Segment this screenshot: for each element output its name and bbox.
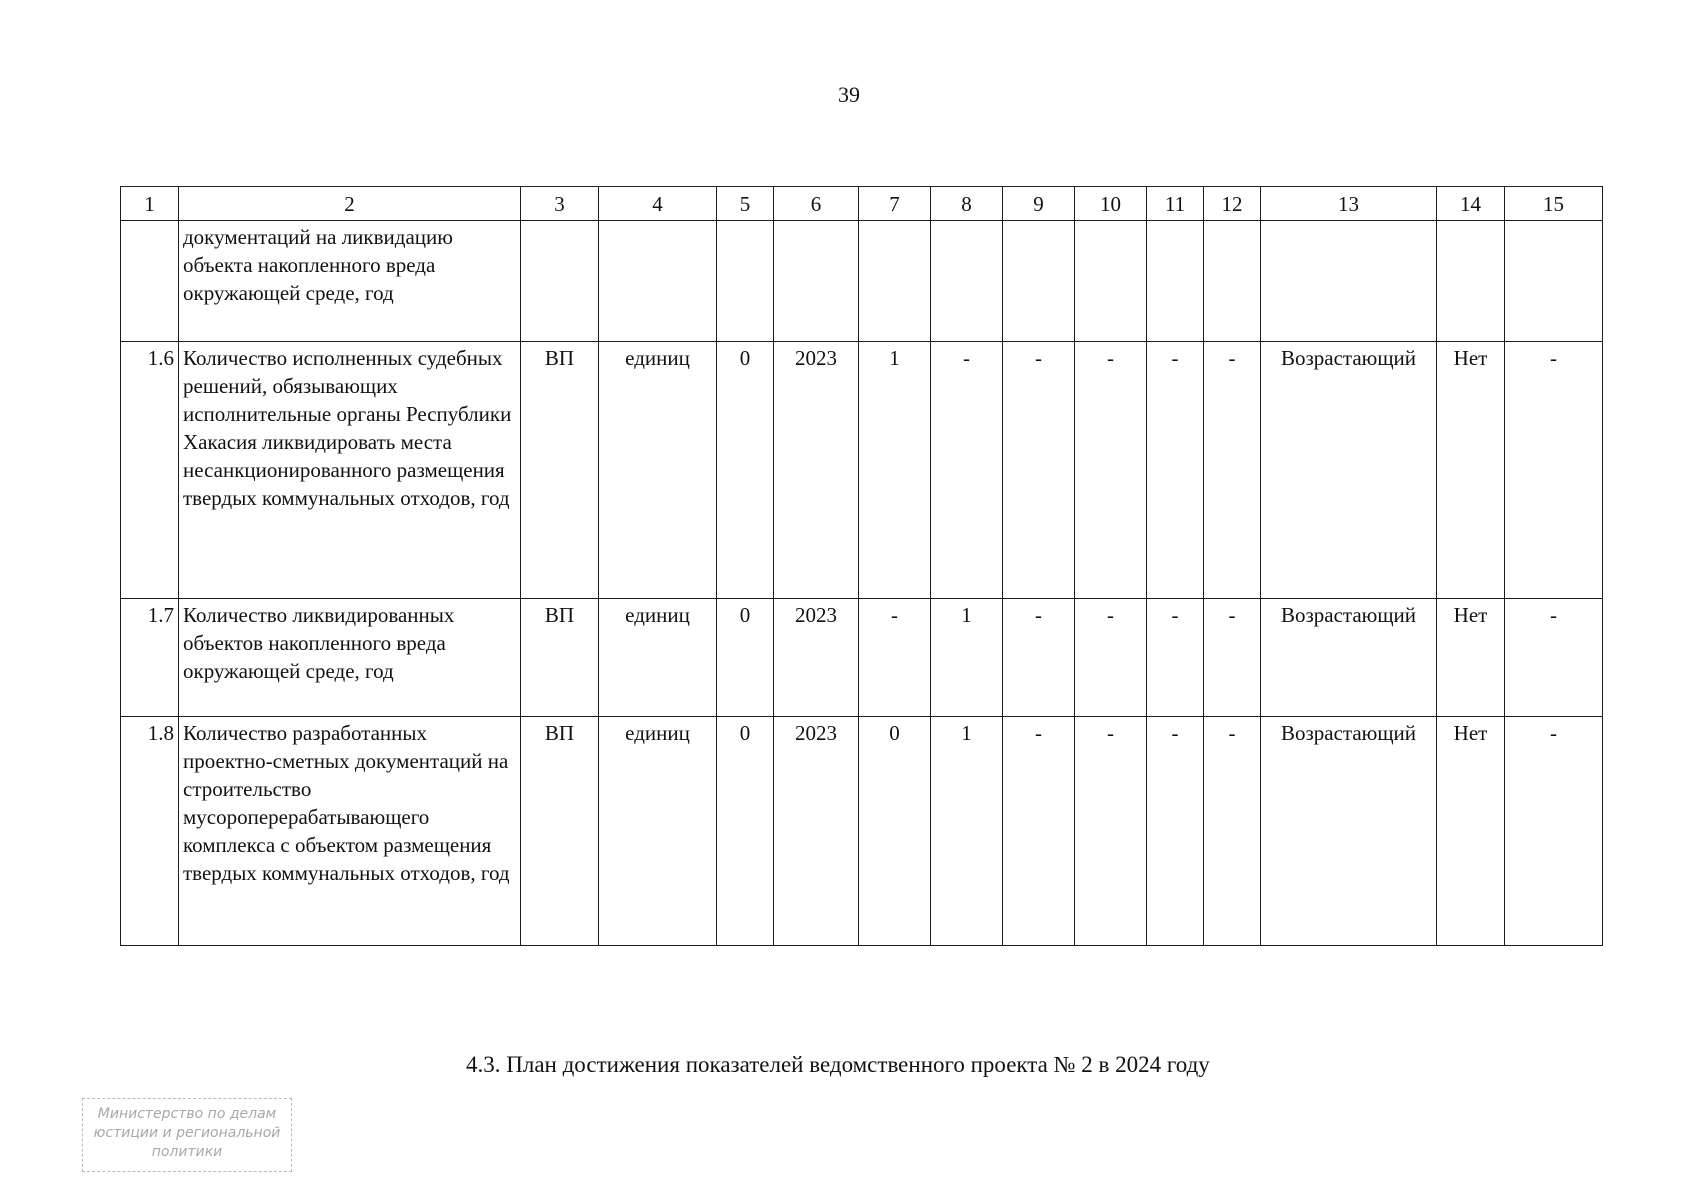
dynamics: Возрастающий <box>1261 599 1437 717</box>
period-value: 1 <box>859 342 931 599</box>
registration-stamp <box>82 1098 292 1172</box>
indicator-name: Количество исполненных судебных решений, обязывающих исполнительные органы Республики Хакасия ликвидировать места несанкционированного размещения твердых коммунальных отходов, год <box>179 342 521 599</box>
period-value: - <box>1204 599 1261 717</box>
period-value: - <box>859 599 931 717</box>
period-value: 1 <box>931 599 1003 717</box>
table-header-row <box>121 187 1603 221</box>
base-year: 2023 <box>774 717 859 946</box>
unit: единиц <box>599 342 717 599</box>
period-value: - <box>1075 599 1147 717</box>
period-value: 0 <box>859 717 931 946</box>
period-value: - <box>1075 342 1147 599</box>
cumulative: Нет <box>1437 599 1505 717</box>
stamp-line: юстиции и региональной <box>93 1125 281 1141</box>
indicator-name: документаций на ликвидацию объекта накопленного вреда окружающей среде, год <box>179 221 521 342</box>
base-year: 2023 <box>774 599 859 717</box>
note: - <box>1505 342 1603 599</box>
base-value: 0 <box>717 599 774 717</box>
col-header: 5 <box>717 187 774 221</box>
period-value: 1 <box>931 717 1003 946</box>
indicator-level: ВП <box>521 599 599 717</box>
period-value: - <box>931 342 1003 599</box>
table-row <box>121 599 1603 717</box>
col-header: 9 <box>1003 187 1075 221</box>
col-header: 13 <box>1261 187 1437 221</box>
col-header: 7 <box>859 187 931 221</box>
col-header: 4 <box>599 187 717 221</box>
period-value: - <box>1147 342 1204 599</box>
note: - <box>1505 599 1603 717</box>
cumulative: Нет <box>1437 717 1505 946</box>
stamp-line: политики <box>151 1144 223 1160</box>
table-row-continuation <box>121 221 1603 342</box>
table-row <box>121 342 1603 599</box>
row-number: 1.8 <box>121 717 179 946</box>
indicators-table <box>120 186 1603 946</box>
period-value: - <box>1147 599 1204 717</box>
col-header: 15 <box>1505 187 1603 221</box>
indicator-name: Количество ликвидированных объектов накопленного вреда окружающей среде, год <box>179 599 521 717</box>
col-header: 14 <box>1437 187 1505 221</box>
base-year: 2023 <box>774 342 859 599</box>
base-value: 0 <box>717 342 774 599</box>
stamp-line: Министерство по делам <box>97 1106 277 1122</box>
unit: единиц <box>599 599 717 717</box>
cumulative: Нет <box>1437 342 1505 599</box>
col-header: 2 <box>179 187 521 221</box>
indicator-name: Количество разработанных проектно-сметных документаций на строительство мусороперерабатывающего комплекса с объектом размещения твердых коммунальных отходов, год <box>179 717 521 946</box>
period-value: - <box>1204 342 1261 599</box>
unit: единиц <box>599 717 717 946</box>
period-value: - <box>1003 599 1075 717</box>
col-header: 11 <box>1147 187 1204 221</box>
page-number: 39 <box>838 82 860 107</box>
dynamics: Возрастающий <box>1261 342 1437 599</box>
indicator-level: ВП <box>521 717 599 946</box>
indicator-level: ВП <box>521 342 599 599</box>
note: - <box>1505 717 1603 946</box>
dynamics: Возрастающий <box>1261 717 1437 946</box>
period-value: - <box>1003 717 1075 946</box>
col-header: 3 <box>521 187 599 221</box>
period-value: - <box>1204 717 1261 946</box>
col-header: 12 <box>1204 187 1261 221</box>
col-header: 6 <box>774 187 859 221</box>
col-header: 1 <box>121 187 179 221</box>
row-number: 1.7 <box>121 599 179 717</box>
base-value: 0 <box>717 717 774 946</box>
period-value: - <box>1147 717 1204 946</box>
col-header: 10 <box>1075 187 1147 221</box>
period-value: - <box>1075 717 1147 946</box>
col-header: 8 <box>931 187 1003 221</box>
section-heading: 4.3. План достижения показателей ведомственного проекта № 2 в 2024 году <box>466 1052 1210 1077</box>
table-row <box>121 717 1603 946</box>
period-value: - <box>1003 342 1075 599</box>
row-number: 1.6 <box>121 342 179 599</box>
